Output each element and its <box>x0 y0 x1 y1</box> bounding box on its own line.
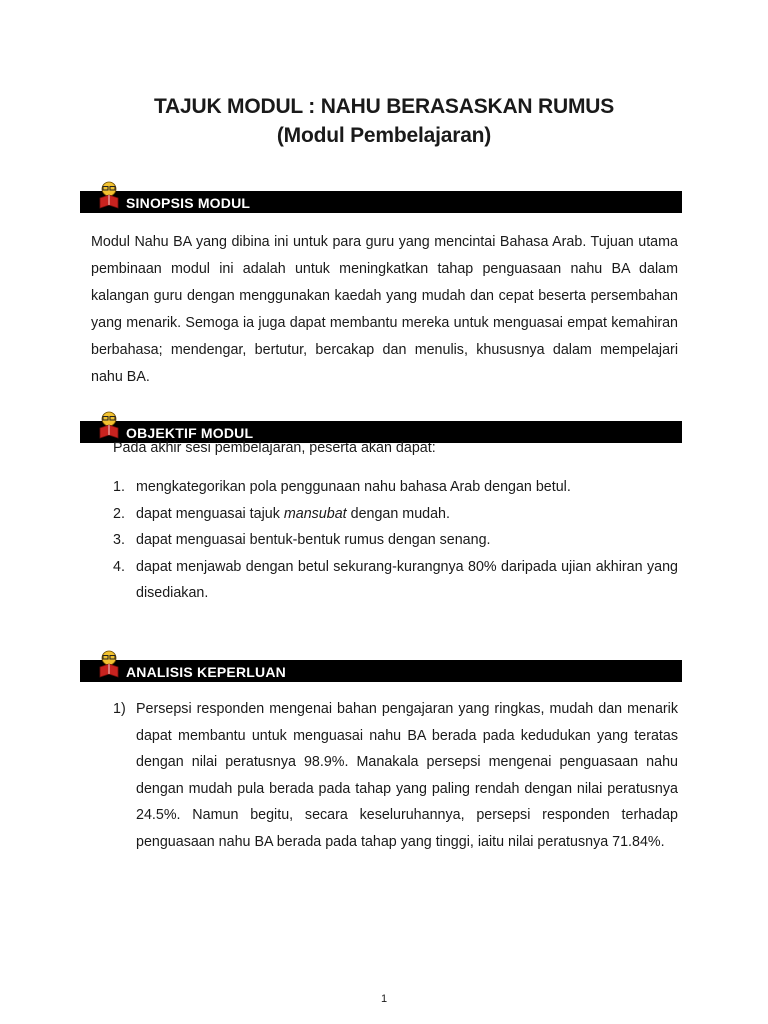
analisis-list <box>113 696 678 855</box>
list-item: 3. dapat menguasai bentuk-bentuk rumus dengan senang. <box>113 532 491 548</box>
sinopsis-paragraph: Modul Nahu BA yang dibina ini untuk para guru yang mencintai Bahasa Arab. Tujuan utama pembinaan modul ini adalah untuk meningkatkan tahap penguasaan nahu BA dalam kalangan guru dengan menggunakan kaedah yang mudah dan cepat beserta persembahan yang menarik. Semoga ia juga dapat membantu mereka untuk menguasai empat kemahiran berbahasa; mendengar, bertutur, bercakap dan menulis, khususnya dalam mempelajari nahu BA. <box>91 234 678 385</box>
title-line-1: TAJUK MODUL : NAHU BERASASKAN RUMUS <box>153 95 615 118</box>
list-item: 4. dapat menjawab dengan betul sekurang-kurangnya 80% daripada ujian akhiran yang disediakan. <box>113 558 678 601</box>
section-heading: SINOPSIS MODUL <box>126 195 251 211</box>
student-mascot-icon <box>98 181 120 211</box>
section-heading: ANALISIS KEPERLUAN <box>126 664 286 680</box>
document-title <box>0 92 768 150</box>
section-header-sinopsis <box>80 191 682 213</box>
objektif-list <box>113 474 678 607</box>
title-line-2: (Modul Pembelajaran) <box>276 124 492 147</box>
list-item: 1) Persepsi responden mengenai bahan pengajaran yang ringkas, mudah dan menarik dapat membantu untuk menguasai nahu BA berada pada kedudukan yang teratas dengan nilai peratusnya 98.9%. Manakala persepsi mengenai penguasaan nahu dengan mudah pula berada pada tahap yang paling rendah dengan nilai peratusnya 24.5%. Namun begitu, secara keseluruhannya, persepsi responden terhadap penguasaan nahu BA berada pada tahap yang tinggi, iaitu nilai peratusnya 71.84%. <box>113 701 678 850</box>
objektif-intro: Pada akhir sesi pembelajaran, peserta akan dapat: <box>113 440 436 456</box>
list-item: 1. mengkategorikan pola penggunaan nahu bahasa Arab dengan betul. <box>113 479 571 495</box>
student-mascot-icon <box>98 650 120 680</box>
student-mascot-icon <box>98 411 120 441</box>
section-header-analisis <box>80 660 682 682</box>
list-item: 2. dapat menguasai tajuk mansubat dengan mudah. <box>113 505 450 522</box>
emphasis-term: mansubat <box>283 505 347 522</box>
page-number: 1 <box>380 993 388 1005</box>
section-heading: OBJEKTIF MODUL <box>126 425 254 441</box>
